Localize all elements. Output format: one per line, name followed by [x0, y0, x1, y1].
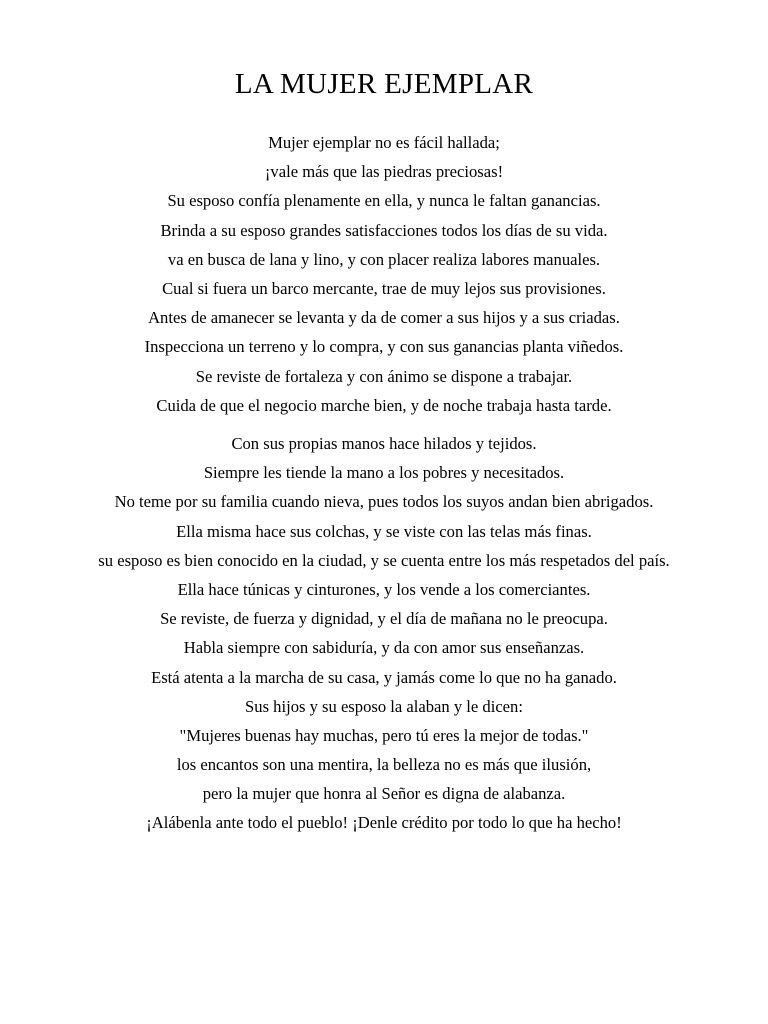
- poem-line: los encantos son una mentira, la belleza no es más que ilusión,: [176, 755, 592, 775]
- poem-line: va en busca de lana y lino, y con placer realiza labores manuales.: [167, 249, 601, 269]
- poem-line: Inspecciona un terreno y lo compra, y con sus ganancias planta viñedos.: [144, 337, 624, 357]
- stanza-1: [0, 128, 768, 420]
- poem-line: Ella misma hace sus colchas, y se viste con las telas más finas.: [176, 521, 592, 541]
- poem-line: "Mujeres buenas hay muchas, pero tú eres la mejor de todas.": [179, 725, 589, 745]
- poem-line: Cuida de que el negocio marche bien, y de noche trabaja hasta tarde.: [156, 395, 612, 415]
- poem-line: Brinda a su esposo grandes satisfacciones todos los días de su vida.: [160, 220, 608, 240]
- poem-line: Antes de amanecer se levanta y da de comer a sus hijos y a sus criadas.: [148, 308, 620, 328]
- poem-line: Se reviste, de fuerza y dignidad, y el día de mañana no le preocupa.: [160, 609, 608, 629]
- poem-line: pero la mujer que honra al Señor es digna de alabanza.: [202, 784, 566, 804]
- stanza-2: [0, 429, 768, 838]
- poem-line: Se reviste de fortaleza y con ánimo se dispone a trabajar.: [195, 366, 573, 386]
- poem-line: Sus hijos y su esposo la alaban y le dicen:: [245, 696, 523, 716]
- poem-line: Habla siempre con sabiduría, y da con amor sus enseñanzas.: [183, 638, 585, 658]
- poem-line: No teme por su familia cuando nieva, pues todos los suyos andan bien abrigados.: [114, 492, 654, 512]
- poem-line: Con sus propias manos hace hilados y tejidos.: [231, 434, 537, 453]
- poem-line: Siempre les tiende la mano a los pobres y necesitados.: [203, 463, 565, 483]
- poem-line: Cual si fuera un barco mercante, trae de muy lejos sus provisiones.: [162, 278, 606, 298]
- poem-line: Mujer ejemplar no es fácil hallada;: [268, 133, 500, 152]
- poem-line: su esposo es bien conocido en la ciudad, y se cuenta entre los más respetados del país.: [98, 550, 670, 570]
- poem-line: Está atenta a la marcha de su casa, y jamás come lo que no ha ganado.: [151, 667, 617, 687]
- poem-line: Ella hace túnicas y cinturones, y los vende a los comerciantes.: [177, 579, 591, 599]
- poem-line: ¡Alábenla ante todo el pueblo! ¡Denle crédito por todo lo que ha hecho!: [146, 813, 622, 833]
- poem-line: ¡vale más que las piedras preciosas!: [264, 162, 504, 182]
- document-title: LA MUJER EJEMPLAR: [234, 68, 534, 100]
- poem-line: Su esposo confía plenamente en ella, y nunca le faltan ganancias.: [167, 191, 601, 211]
